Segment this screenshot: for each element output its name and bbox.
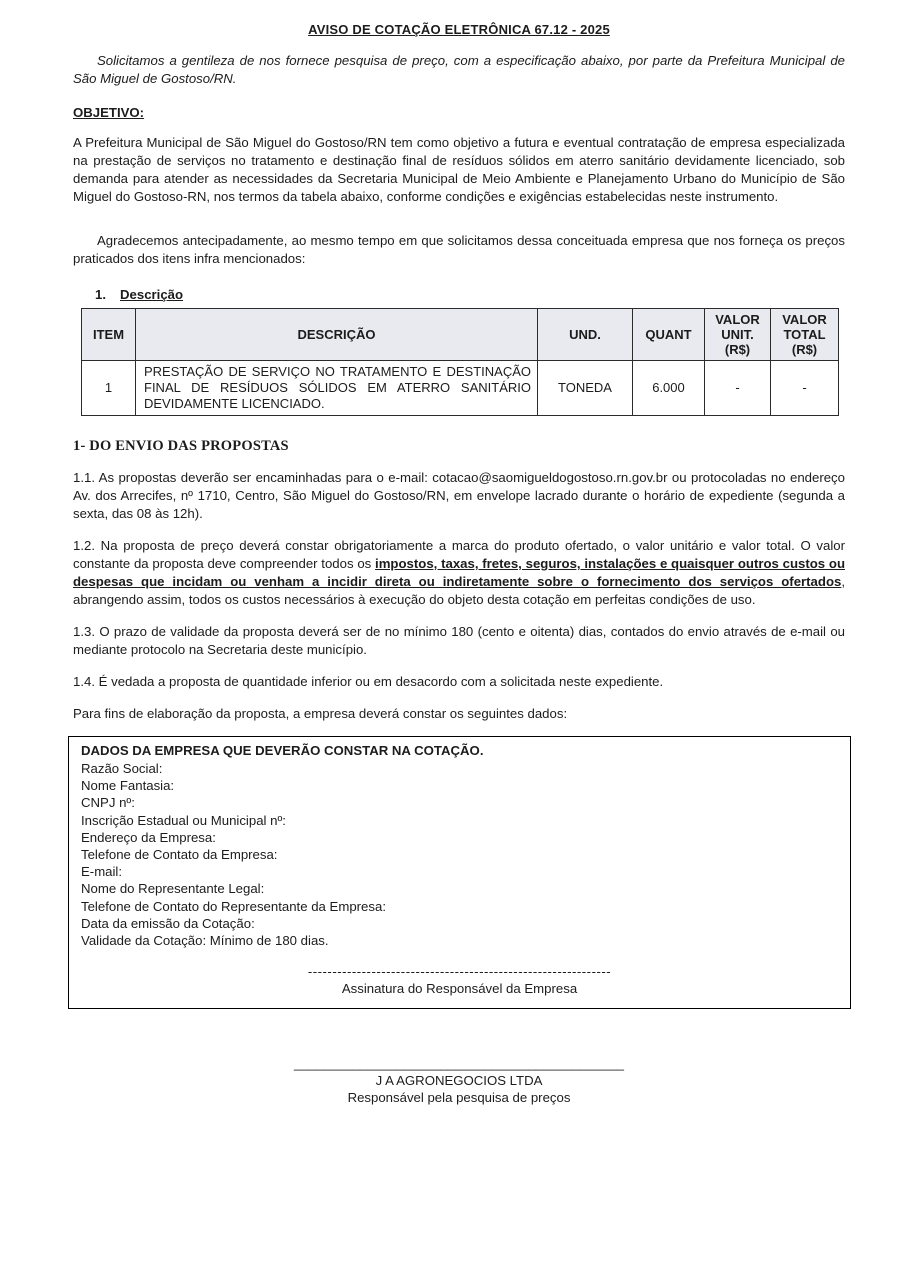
cell-descricao: PRESTAÇÃO DE SERVIÇO NO TRATAMENTO E DESTINAÇÃO FINAL DE RESÍDUOS SÓLIDOS EM ATERRO SANITÁRIO DEVIDAMENTE LICENCIADO. [136,361,538,416]
col-header-item: ITEM [82,309,136,361]
field-endereco-empresa: Endereço da Empresa: [81,829,216,845]
final-signature-line: _____________________________________________ [293,1055,625,1071]
field-data-emissao: Data da emissão da Cotação: [81,915,255,931]
table-header-row [82,309,839,361]
cell-valor-total: - [771,361,839,416]
para-fins-paragraph: Para fins de elaboração da proposta, a empresa deverá constar os seguintes dados: [73,706,568,721]
document-title: AVISO DE COTAÇÃO ELETRÔNICA 67.12 - 2025 [308,22,610,37]
field-nome-fantasia: Nome Fantasia: [81,778,175,794]
company-role: Responsável pela pesquisa de preços [347,1089,571,1105]
descricao-number: 1. [95,287,106,302]
paragraph-1-2-emphasis: impostos, taxas, fretes, seguros, instalações e quaisquer outros custos ou despesas que incidam ou venham a incidir direta ou indiretamente sobre o fornecimento dos serviços ofertados [73,556,846,589]
paragraph-1-1: 1.1. As propostas deverão ser encaminhadas para o e-mail: cotacao@saomigueldogostoso.rn.gov.br ou protocoladas no endereço Av. dos Arrecifes, nº 1710, Centro, São Miguel do Gostoso/RN, em envelope lacrado durante o horário de expediente (segunda a sexta, das 08 às 12h). [73,470,845,521]
field-inscricao-estadual: Inscrição Estadual ou Municipal nº: [81,812,286,828]
paragraph-1-4: 1.4. É vedada a proposta de quantidade inferior ou em desacordo com a solicitada neste expediente. [73,674,664,689]
paragraph-1-2-suffix: , abrangendo assim, todos os custos necessários à execução do objeto desta cotação em perfeitas condições de uso. [73,574,845,607]
objetivo-heading: OBJETIVO: [73,105,145,120]
objetivo-paragraph: A Prefeitura Municipal de São Miguel do Gostoso/RN tem como objetivo a futura e eventual contratação de empresa especializada na prestação de serviços no tratamento e destinação final de resíduos sólidos em aterro sanitário devidamente licenciado, sob demanda para atender as necessidades da Secretaria Municipal de Meio Ambiente e Planejamento Urbano do Município de São Miguel do Gostoso-RN, nos termos da tabela abaixo, conforme condições e exigências estabelecidas neste instrumento. [73,135,845,204]
col-header-valor-unit: VALOR UNIT. (R$) [705,309,771,361]
paragraph-1-2-prefix: 1.2. Na proposta de preço deverá constar obrigatoriamente a marca do produto ofertado, o valor unitário e valor total. O valor constante da proposta deve compreender todos os [73,538,845,571]
signature-label: Assinatura do Responsável da Empresa [341,981,578,997]
field-cnpj: CNPJ nº: [81,795,135,811]
cell-quant: 6.000 [633,361,705,416]
paragraph-1-3: 1.3. O prazo de validade da proposta deverá ser de no mínimo 180 (cento e oitenta) dias, contados do envio através de e-mail ou mediante protocolo na Secretaria deste município. [73,624,845,657]
field-validade-cotacao: Validade da Cotação: Mínimo de 180 dias. [81,933,329,949]
final-signature-block [73,1055,845,1106]
col-header-valor-total: VALOR TOTAL (R$) [771,309,839,361]
empresa-data-box [68,736,851,1009]
descricao-heading [73,287,845,302]
cell-und: TONEDA [538,361,633,416]
col-header-quant: QUANT [633,309,705,361]
field-email: E-mail: [81,864,123,880]
col-header-und: UND. [538,309,633,361]
cell-item: 1 [82,361,136,416]
signature-dashes-line: -------------------------------------------------------------- [307,964,612,980]
company-name: J A AGRONEGOCIOS LTDA [375,1072,543,1088]
empresa-box-heading: DADOS DA EMPRESA QUE DEVERÃO CONSTAR NA COTAÇÃO. [81,743,484,758]
acknowledgment-paragraph: Agradecemos antecipadamente, ao mesmo tempo em que solicitamos dessa conceituada empresa que nos forneça os preços praticados dos itens infra mencionados: [73,233,845,266]
col-header-descricao: DESCRIÇÃO [136,309,538,361]
table-row [82,361,839,416]
envio-heading: 1- DO ENVIO DAS PROPOSTAS [73,438,289,454]
items-table [81,308,839,416]
field-razao-social: Razão Social: [81,761,163,776]
field-representante-legal: Nome do Representante Legal: [81,881,265,897]
descricao-label: Descrição [120,287,184,302]
paragraph-1-2 [73,537,845,609]
intro-paragraph: Solicitamos a gentileza de nos fornece pesquisa de preço, com a especificação abaixo, por parte da Prefeitura Municipal de São Miguel de Gostoso/RN. [73,53,845,86]
cell-valor-unit: - [705,361,771,416]
field-telefone-representante: Telefone de Contato do Representante da Empresa: [81,898,386,914]
field-telefone-empresa: Telefone de Contato da Empresa: [81,847,278,863]
